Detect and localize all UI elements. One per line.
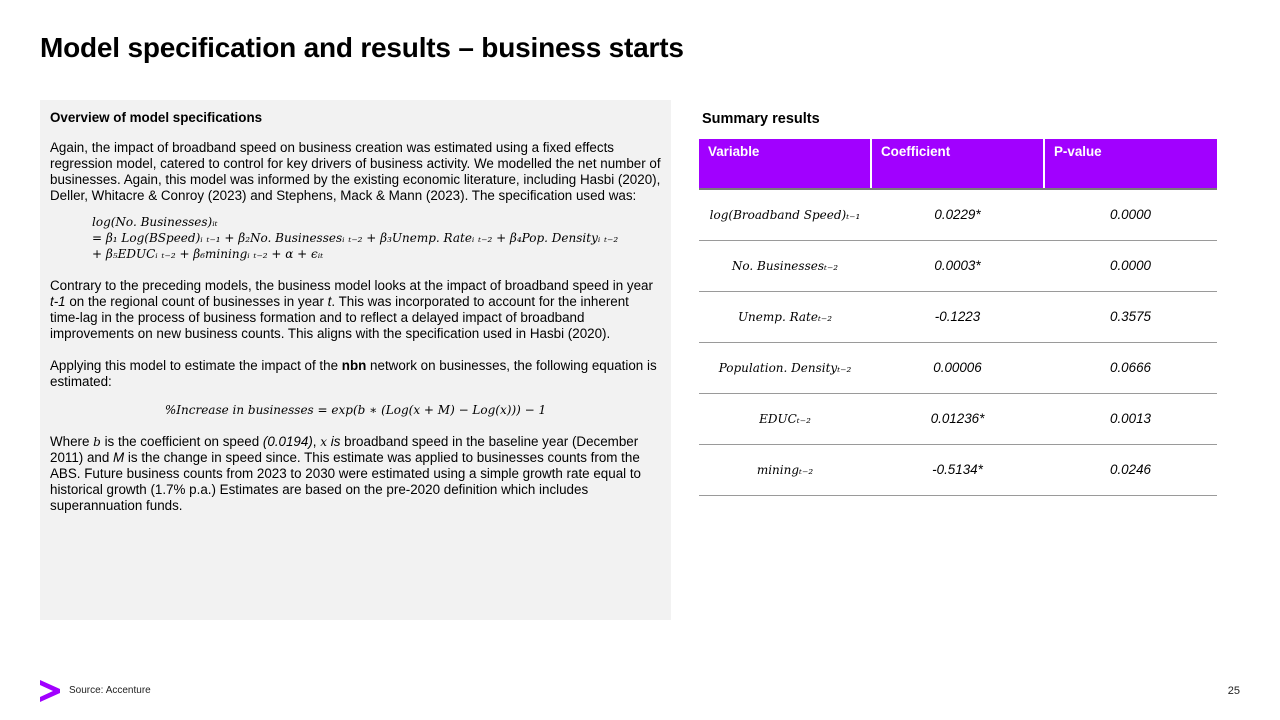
header-variable: Variable [699,139,871,189]
pvalue-cell: 0.0000 [1044,240,1217,291]
symbol-x: x [320,435,328,449]
p4-is: is [327,434,341,449]
p4-text-b: is the coefficient on speed [100,434,263,449]
summary-title: Summary results [702,111,820,127]
coefficient-cell: 0.0229* [871,189,1044,240]
p4-text-c: , [312,434,321,449]
table-header-row [699,139,1217,189]
speed-coefficient: (0.0194) [262,434,313,449]
header-pvalue: P-value [1044,139,1217,189]
pvalue-cell: 0.0000 [1044,189,1217,240]
variable-cell: EDUCₜ₋₂ [699,393,871,444]
p3-text-b: network on businesses, the following equation is estimated: [50,358,657,389]
header-coefficient: Coefficient [871,139,1044,189]
equation-line-2: = β₁ Log(BSpeed)ᵢ ₜ₋₁ + β₂No. Businessesᵢ ₜ₋₂ + β₃Unemp. Rateᵢ ₜ₋₂ + β₄Pop. Densityᵢ ₜ₋₂ [92,231,619,245]
equation-line-3: + β₅EDUCᵢ ₜ₋₂ + β₆miningᵢ ₜ₋₂ + α + ϵᵢₜ [92,247,324,261]
table-row [699,444,1217,495]
p3-text-a: Applying this model to estimate the impact of the [50,358,342,373]
coefficient-cell: -0.5134* [871,444,1044,495]
pvalue-cell: 0.3575 [1044,291,1217,342]
pvalue-cell: 0.0666 [1044,342,1217,393]
overview-heading: Overview of model specifications [50,110,263,125]
variable-cell: Population. Densityₜ₋₂ [699,342,871,393]
p2-text-b: on the regional count of businesses in year [65,294,328,309]
p4-text-e: is the change in speed since. This estimate was applied to businesses counts from the ABS. Future business counts from 2023 to 2030 were estimated using a simple growth rate equal to historical growth (1.7% p.a.) Estimates are based on the pre-2020 definition which includes superannuation funds. [50,450,641,513]
table-row [699,342,1217,393]
page-title: Model specification and results – business starts [40,32,684,63]
specification-equation [92,214,661,262]
p4-text-a: Where [50,434,94,449]
p2-year-t1: t-1 [50,294,66,309]
variable-cell: Unemp. Rateₜ₋₂ [699,291,871,342]
overview-paragraph-3 [50,358,661,390]
coefficient-cell: 0.00006 [871,342,1044,393]
coefficient-cell: 0.01236* [871,393,1044,444]
p2-year-t: t [327,294,332,309]
variable-cell: No. Businessesₜ₋₂ [699,240,871,291]
symbol-m: M [113,450,125,465]
p2-text-c: . This was incorporated to account for the inherent time-lag in the process of business formation and to reflect a delayed impact of broadband improvements on new business counts. This aligns with the specification used in Hasbi (2020). [50,294,629,341]
pvalue-cell: 0.0246 [1044,444,1217,495]
table-row [699,393,1217,444]
nbn-brand: nbn [341,358,367,373]
accenture-chevron-icon [40,680,60,702]
coefficient-cell: 0.0003* [871,240,1044,291]
table-row [699,189,1217,240]
summary-results-table [699,139,1217,496]
p2-text-a: Contrary to the preceding models, the business model looks at the impact of broadband speed in year [50,278,653,293]
equation-line-1: log(No. Businesses)ᵢₜ [92,215,218,229]
pvalue-cell: 0.0013 [1044,393,1217,444]
coefficient-cell: -0.1223 [871,291,1044,342]
variable-cell: log(Broadband Speed)ₜ₋₁ [699,189,871,240]
table-row [699,291,1217,342]
overview-panel [40,100,671,620]
table-row [699,240,1217,291]
increase-equation: %Increase in businesses = exp(b ∗ (Log(x + M) − Log(x))) − 1 [164,403,547,417]
overview-paragraph-2 [50,278,661,342]
p4-text-d: broadband speed in the baseline year (December 2011) and [50,434,639,465]
overview-paragraph-1: Again, the impact of broadband speed on business creation was estimated using a fixed effects regression model, catered to control for key drivers of business activity. We modelled the net number of businesses. Again, this model was informed by the existing economic literature, including Hasbi (2020), Deller, Whitacre & Conroy (2023) and Stephens, Mack & Mann (2023). The specification used was: [50,140,661,203]
page-number: 25 [1227,685,1240,697]
variable-cell: miningₜ₋₂ [699,444,871,495]
source-note: Source: Accenture [69,685,151,696]
overview-paragraph-4 [50,434,661,514]
symbol-b: b [93,435,101,449]
